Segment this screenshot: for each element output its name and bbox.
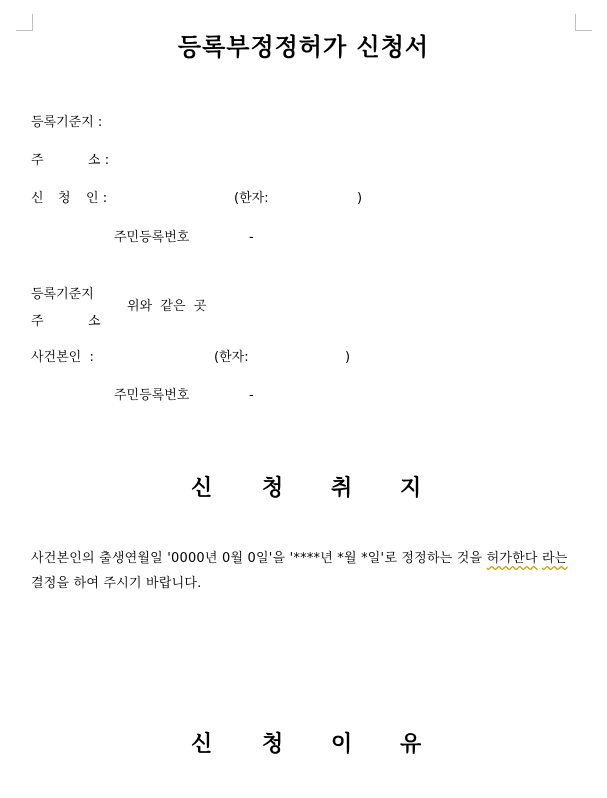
subject-rrn-dash: -	[249, 388, 254, 403]
reason-heading-char-1: 신	[191, 732, 213, 757]
subject-same-as-above: 위와 같은 곳	[127, 299, 207, 314]
purpose-heading-char-1: 신	[191, 476, 213, 501]
purpose-heading-char-2: 청	[262, 476, 284, 501]
applicant-name-label-2: 청	[58, 191, 71, 206]
subject-rrn-label: 주민등록번호	[114, 388, 190, 403]
applicant-rrn-dash: -	[249, 230, 254, 245]
subject-address-label-2: 소	[88, 314, 101, 329]
subject-registry-label: 등록기준지	[31, 287, 94, 302]
reason-heading-char-4: 유	[400, 732, 422, 757]
purpose-heading-char-3: 취	[331, 476, 353, 501]
applicant-name-label-1: 신	[31, 191, 44, 206]
subject-person-label: 사건본인 :	[31, 350, 94, 365]
purpose-heading-char-4: 지	[400, 476, 422, 501]
subject-hanja-close: )	[345, 350, 351, 365]
purpose-text-part-2: 결정을 하여 주시기 바랍니다.	[31, 576, 202, 591]
applicant-rrn-label: 주민등록번호	[114, 230, 190, 245]
applicant-name-label-3: 인 :	[86, 191, 108, 206]
purpose-text-underlined-2: 라는	[542, 551, 568, 566]
subject-hanja-open: (한자:	[214, 350, 249, 365]
applicant-hanja-open: (한자:	[234, 191, 269, 206]
reason-heading-char-3: 이	[331, 732, 353, 757]
reason-heading-char-2: 청	[262, 732, 284, 757]
applicant-address-label-2: 소 :	[88, 153, 110, 168]
applicant-registry-label: 등록기준지 :	[31, 115, 103, 130]
applicant-address-label-1: 주	[31, 153, 44, 168]
purpose-paragraph	[31, 546, 583, 596]
subject-address-label-1: 주	[31, 314, 44, 329]
purpose-text-part-1: 사건본인의 출생연월일 '0000년 0월 0일'을 '****년 *월 *일'로 정정하는 것을	[31, 551, 487, 566]
document-title: 등록부정정허가 신청서	[177, 33, 430, 61]
applicant-hanja-close: )	[357, 191, 363, 206]
purpose-text-underlined-1: 허가한다	[486, 551, 538, 566]
